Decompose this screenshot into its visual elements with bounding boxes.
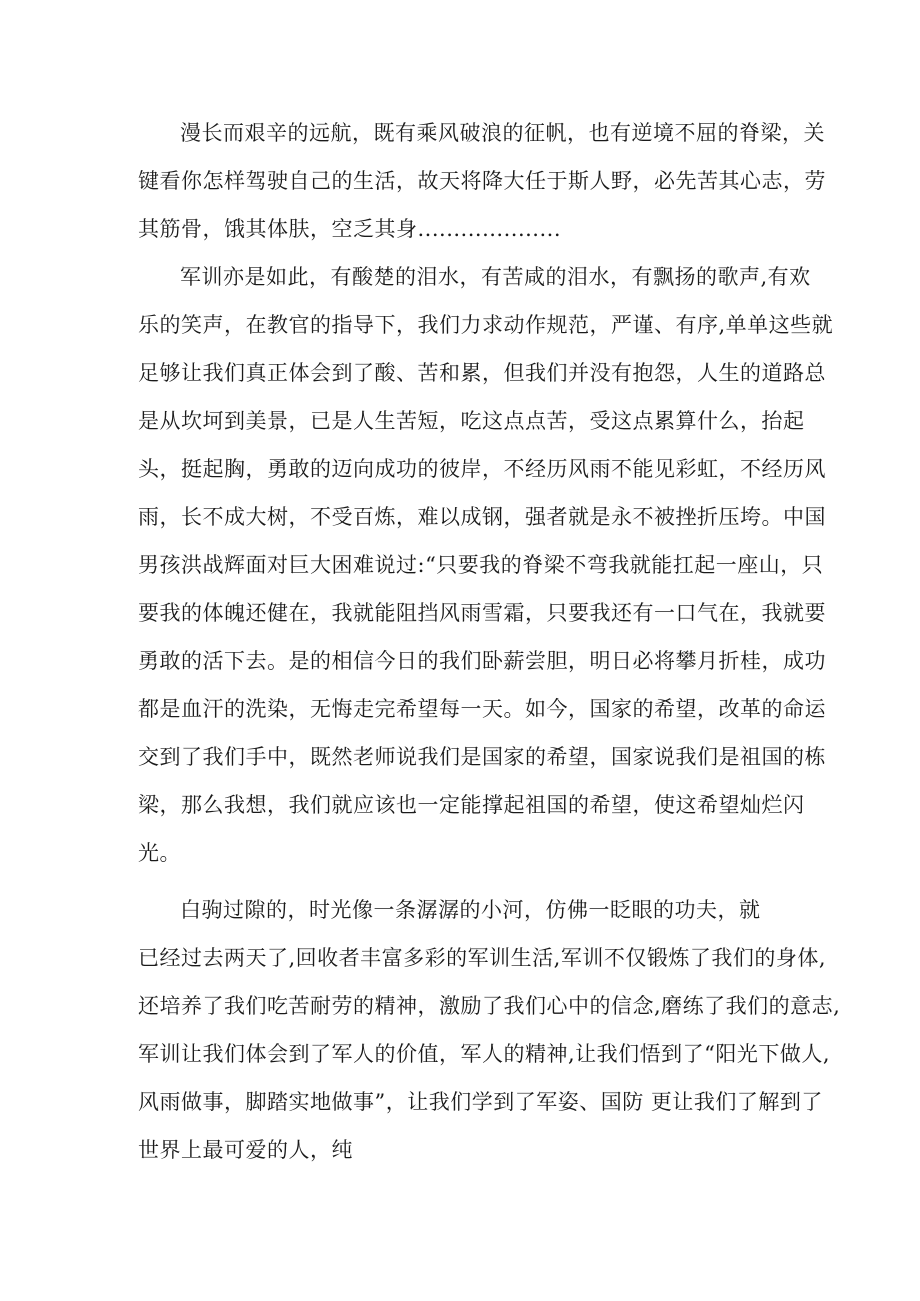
- text-line: 都是血汗的洗染，无悔走完希望每一天。如今，国家的希望，改革的命运: [138, 697, 826, 721]
- text-line: 军训亦是如此，有酸楚的泪水，有苦咸的泪水，有飘扬的歌声,有欢: [180, 265, 811, 289]
- text-line: 还培养了我们吃苦耐劳的精神，激励了我们心中的信念,磨练了我们的意志,: [138, 994, 841, 1018]
- text-line: 男孩洪战辉面对巨大困难说过:“只要我的脊梁不弯我就能扛起一座山，只: [138, 553, 824, 577]
- text-line: 勇敢的活下去。是的相信今日的我们卧薪尝胆，明日必将攀月折桂，成功: [138, 649, 826, 673]
- text-line: 已经过去两天了,回收者丰富多彩的军训生活,军训不仅锻炼了我们的身体,: [138, 946, 827, 970]
- text-line: 风雨做事，脚踏实地做事”，让我们学到了军姿、国防 更让我们了解到了: [138, 1090, 823, 1114]
- text-line: 足够让我们真正体会到了酸、苦和累，但我们并没有抱怨，人生的道路总: [138, 361, 826, 385]
- text-line: 键看你怎样驾驶自己的生活，故天将降大任于斯人野，必先苦其心志，劳: [138, 169, 826, 193]
- text-line: 交到了我们手中，既然老师说我们是国家的希望，国家说我们是祖国的栋: [138, 745, 826, 769]
- text-line: 漫长而艰辛的远航，既有乘风破浪的征帆，也有逆境不屈的脊梁，关: [180, 121, 825, 145]
- text-line: 其筋骨，饿其体肤，空乏其身....................: [138, 217, 562, 241]
- text-line: 梁，那么我想，我们就应该也一定能撑起祖国的希望，使这希望灿烂闪: [138, 793, 805, 817]
- text-line: 雨，长不成大树，不受百炼，难以成钢，强者就是永不被挫折压垮。中国: [138, 505, 826, 529]
- text-line: 军训让我们体会到了军人的价值，军人的精神,让我们悟到了“阳光下做人,: [138, 1042, 831, 1066]
- text-line: 乐的笑声，在教官的指导下，我们力求动作规范，严谨、有序,单单这些就: [138, 313, 834, 337]
- text-line: 世界上最可爱的人，纯: [138, 1138, 353, 1162]
- text-line: 白驹过隙的，时光像一条潺潺的小河，仿佛一眨眼的功夫，就: [180, 898, 761, 922]
- text-line: 是从坎坷到美景，已是人生苦短，吃这点点苦，受这点累算什么，抬起: [138, 409, 805, 433]
- text-line: 头，挺起胸，勇敢的迈向成功的彼岸，不经历风雨不能见彩虹，不经历风: [138, 457, 826, 481]
- text-line: 要我的体魄还健在，我就能阻挡风雨雪霜，只要我还有一口气在，我就要: [138, 601, 826, 625]
- text-line: 光。: [138, 841, 181, 865]
